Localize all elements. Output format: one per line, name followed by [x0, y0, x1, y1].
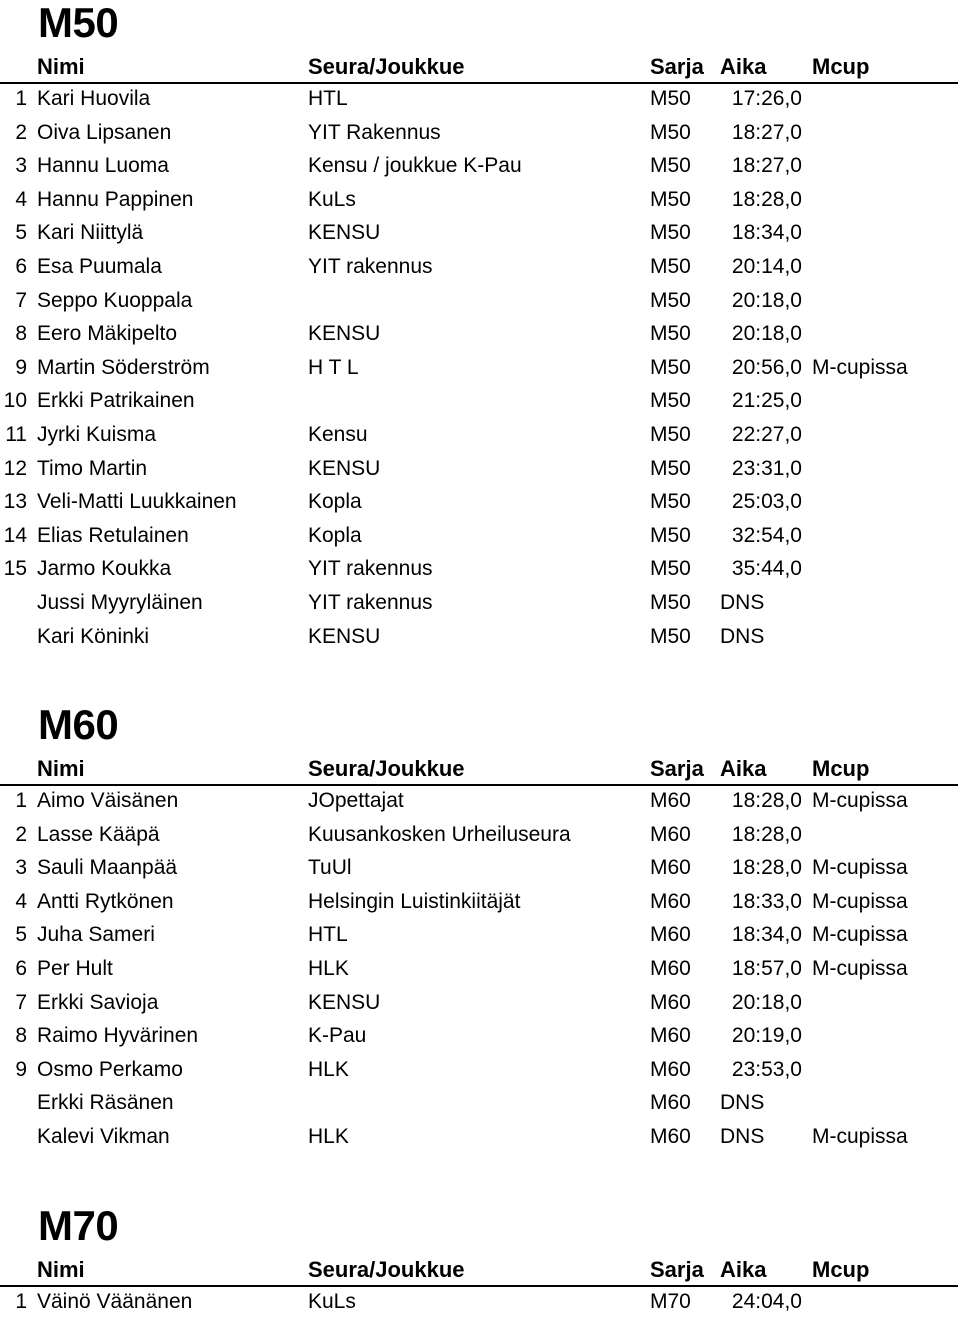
- header-name: Nimi: [37, 1257, 85, 1282]
- time-cell: 18:28,0: [731, 822, 802, 846]
- rank-cell: 6: [15, 957, 27, 980]
- time-cell: 18:34,0: [731, 923, 802, 947]
- name-cell: Kalevi Vikman: [37, 1125, 170, 1148]
- class-cell: M50: [650, 221, 691, 245]
- name-cell: Timo Martin: [37, 456, 148, 480]
- time-cell: DNS: [720, 624, 765, 648]
- class-cell: M60: [650, 789, 691, 812]
- header-club: Seura/Joukkue: [308, 1257, 465, 1282]
- rank-cell: 1: [15, 87, 27, 110]
- class-cell: M50: [650, 624, 691, 648]
- club-cell: KENSU: [308, 221, 381, 245]
- table-row: [0, 386, 958, 420]
- table-row: [0, 319, 958, 353]
- club-cell: TuUl: [308, 856, 352, 880]
- rank-cell: 7: [15, 990, 27, 1014]
- name-cell: Erkki Savioja: [37, 990, 159, 1014]
- rank-cell: 9: [15, 355, 27, 379]
- name-cell: Per Hult: [37, 957, 113, 980]
- table-row: [0, 954, 958, 988]
- class-cell: M50: [650, 389, 691, 413]
- rank-cell: 8: [15, 1024, 27, 1048]
- name-cell: Jarmo Koukka: [37, 557, 172, 581]
- club-cell: K-Pau: [308, 1024, 367, 1048]
- time-cell: 22:27,0: [731, 423, 802, 446]
- name-cell: Erkki Räsänen: [37, 1091, 174, 1115]
- club-cell: Kuusankosken Urheiluseura: [308, 822, 571, 846]
- club-cell: Helsingin Luistinkiitäjät: [308, 889, 521, 913]
- table-row: [0, 185, 958, 219]
- table-row: [0, 1287, 958, 1321]
- header-club: Seura/Joukkue: [308, 54, 465, 79]
- table-row: [0, 454, 958, 488]
- name-cell: Esa Puumala: [37, 255, 162, 278]
- club-cell: Kensu: [308, 423, 368, 446]
- table-row: [0, 420, 958, 454]
- table-header: [0, 754, 958, 786]
- club-cell: KENSU: [308, 322, 381, 346]
- time-cell: 21:25,0: [731, 389, 802, 413]
- club-cell: JOpettajat: [308, 789, 404, 812]
- table-row: [0, 218, 958, 252]
- time-cell: DNS: [720, 591, 765, 614]
- club-cell: KENSU: [308, 990, 381, 1014]
- class-cell: M50: [650, 557, 691, 581]
- table-header: [0, 52, 958, 84]
- name-cell: Erkki Patrikainen: [37, 389, 195, 413]
- name-cell: Eero Mäkipelto: [37, 322, 178, 346]
- club-cell: KENSU: [308, 624, 381, 648]
- name-cell: Kari Huovila: [37, 87, 151, 110]
- name-cell: Juha Sameri: [37, 923, 155, 947]
- section-title: M70: [38, 1202, 119, 1249]
- rank-cell: 15: [3, 557, 27, 581]
- time-cell: 18:27,0: [731, 120, 802, 144]
- header-time: Aika: [720, 756, 767, 781]
- time-cell: 32:54,0: [731, 523, 802, 547]
- class-cell: M60: [650, 889, 691, 913]
- club-cell: YIT Rakennus: [308, 120, 441, 144]
- club-cell: HLK: [308, 1057, 349, 1081]
- rank-cell: [0, 622, 27, 652]
- table-row: [0, 252, 958, 286]
- class-cell: M50: [650, 523, 691, 547]
- rank-cell: 5: [15, 923, 27, 947]
- name-cell: Jyrki Kuisma: [37, 423, 157, 446]
- name-cell: Seppo Kuoppala: [37, 288, 193, 312]
- club-cell: HTL: [308, 87, 348, 110]
- club-cell: KuLs: [308, 1290, 356, 1313]
- header-time: Aika: [720, 54, 767, 79]
- table-row: [0, 588, 958, 622]
- club-cell: YIT rakennus: [308, 557, 433, 581]
- table-header: [0, 1255, 958, 1287]
- name-cell: Raimo Hyvärinen: [37, 1024, 199, 1048]
- table-row: [0, 84, 958, 118]
- time-cell: 18:27,0: [731, 154, 802, 178]
- time-cell: 23:53,0: [731, 1057, 802, 1081]
- club-cell: HTL: [308, 923, 348, 947]
- rank-cell: [0, 1122, 27, 1152]
- table-row: [0, 988, 958, 1022]
- header-mcup: Mcup: [812, 1257, 870, 1282]
- table-row: [0, 853, 958, 887]
- rank-cell: 1: [15, 1290, 27, 1313]
- rank-cell: 1: [15, 789, 27, 812]
- table-row: [0, 1021, 958, 1055]
- name-cell: Kari Köninki: [37, 624, 150, 648]
- club-cell: KuLs: [308, 187, 356, 211]
- rank-cell: 7: [15, 288, 27, 312]
- table-row: [0, 622, 958, 656]
- rank-cell: 3: [15, 154, 27, 178]
- section-title: M60: [38, 701, 119, 748]
- table-row: [0, 1055, 958, 1089]
- rank-cell: 9: [15, 1057, 27, 1081]
- section-title: M50: [38, 0, 119, 46]
- time-cell: 20:18,0: [731, 322, 802, 346]
- name-cell: Hannu Pappinen: [37, 187, 194, 211]
- table-row: [0, 920, 958, 954]
- class-cell: M60: [650, 1024, 691, 1048]
- header-name: Nimi: [37, 756, 85, 781]
- mcup-cell: M-cupissa: [812, 889, 908, 913]
- header-club: Seura/Joukkue: [308, 756, 465, 781]
- rank-cell: 2: [15, 120, 27, 144]
- time-cell: 20:14,0: [731, 255, 802, 278]
- class-cell: M60: [650, 822, 691, 846]
- time-cell: 18:28,0: [731, 856, 802, 880]
- name-cell: Väinö Väänänen: [37, 1290, 193, 1313]
- time-cell: 35:44,0: [731, 557, 802, 581]
- class-cell: M50: [650, 120, 691, 144]
- class-cell: M50: [650, 591, 691, 614]
- name-cell: Veli-Matti Luukkainen: [37, 490, 237, 514]
- time-cell: 24:04,0: [731, 1290, 802, 1313]
- class-cell: M50: [650, 423, 691, 446]
- class-cell: M50: [650, 355, 691, 379]
- rank-cell: 6: [15, 255, 27, 278]
- rank-cell: 5: [15, 221, 27, 245]
- name-cell: Kari Niittylä: [37, 221, 144, 245]
- class-cell: M60: [650, 856, 691, 880]
- rank-cell: [0, 588, 27, 618]
- class-cell: M50: [650, 288, 691, 312]
- rank-cell: [0, 1088, 27, 1118]
- table-row: [0, 820, 958, 854]
- table-row: [0, 118, 958, 152]
- rank-cell: 8: [15, 322, 27, 346]
- mcup-cell: M-cupissa: [812, 957, 908, 980]
- rank-cell: 11: [5, 423, 27, 446]
- rank-cell: 4: [15, 187, 27, 211]
- name-cell: Osmo Perkamo: [37, 1057, 183, 1081]
- club-cell: YIT rakennus: [308, 255, 433, 278]
- time-cell: 18:28,0: [731, 789, 802, 812]
- class-cell: M50: [650, 255, 691, 278]
- table-row: [0, 786, 958, 820]
- mcup-cell: M-cupissa: [812, 923, 908, 947]
- name-cell: Antti Rytkönen: [37, 889, 174, 913]
- mcup-cell: M-cupissa: [812, 355, 908, 379]
- time-cell: 20:18,0: [731, 990, 802, 1014]
- table-row: [0, 151, 958, 185]
- rank-cell: 10: [3, 389, 27, 413]
- class-cell: M50: [650, 154, 691, 178]
- table-row: [0, 286, 958, 320]
- mcup-cell: M-cupissa: [812, 856, 908, 880]
- table-row: [0, 554, 958, 588]
- club-cell: Kensu / joukkue K-Pau: [308, 154, 522, 178]
- club-cell: HLK: [308, 1125, 349, 1148]
- table-row: [0, 487, 958, 521]
- table-row: [0, 1122, 958, 1156]
- rank-cell: 4: [15, 889, 27, 913]
- class-cell: M60: [650, 1091, 691, 1115]
- time-cell: 20:19,0: [731, 1024, 802, 1048]
- class-cell: M50: [650, 322, 691, 346]
- time-cell: 23:31,0: [731, 456, 802, 480]
- rank-cell: 2: [15, 822, 27, 846]
- time-cell: 20:18,0: [731, 288, 802, 312]
- table-row: [0, 353, 958, 387]
- time-cell: 20:56,0: [731, 355, 802, 379]
- club-cell: H T L: [308, 355, 359, 379]
- class-cell: M60: [650, 990, 691, 1014]
- class-cell: M60: [650, 1057, 691, 1081]
- class-cell: M50: [650, 87, 691, 110]
- club-cell: HLK: [308, 957, 349, 980]
- rank-cell: 14: [3, 523, 27, 547]
- club-cell: YIT rakennus: [308, 591, 433, 614]
- name-cell: Jussi Myyryläinen: [37, 591, 203, 614]
- time-cell: 18:34,0: [731, 221, 802, 245]
- header-name: Nimi: [37, 54, 85, 79]
- header-mcup: Mcup: [812, 756, 870, 781]
- header-mcup: Mcup: [812, 54, 870, 79]
- header-class: Sarja: [650, 756, 704, 781]
- time-cell: 18:57,0: [731, 957, 802, 980]
- header-class: Sarja: [650, 1257, 704, 1282]
- time-cell: 18:33,0: [731, 889, 802, 913]
- class-cell: M50: [650, 187, 691, 211]
- name-cell: Oiva Lipsanen: [37, 120, 172, 144]
- time-cell: DNS: [720, 1091, 765, 1115]
- table-row: [0, 521, 958, 555]
- mcup-cell: M-cupissa: [812, 789, 908, 812]
- class-cell: M50: [650, 456, 691, 480]
- club-cell: KENSU: [308, 456, 381, 480]
- class-cell: M60: [650, 923, 691, 947]
- name-cell: Aimo Väisänen: [37, 789, 179, 812]
- club-cell: Kopla: [308, 523, 362, 547]
- rank-cell: 13: [3, 490, 27, 514]
- class-cell: M60: [650, 1125, 691, 1148]
- table-row: [0, 887, 958, 921]
- time-cell: 25:03,0: [731, 490, 802, 514]
- header-class: Sarja: [650, 54, 704, 79]
- class-cell: M60: [650, 957, 691, 980]
- time-cell: 18:28,0: [731, 187, 802, 211]
- time-cell: DNS: [720, 1125, 765, 1148]
- club-cell: Kopla: [308, 490, 362, 514]
- table-row: [0, 1088, 958, 1122]
- name-cell: Hannu Luoma: [37, 154, 169, 178]
- name-cell: Lasse Kääpä: [37, 822, 160, 846]
- name-cell: Elias Retulainen: [37, 523, 189, 547]
- class-cell: M50: [650, 490, 691, 514]
- name-cell: Martin Söderström: [37, 355, 210, 379]
- name-cell: Sauli Maanpää: [37, 856, 178, 880]
- header-time: Aika: [720, 1257, 767, 1282]
- mcup-cell: M-cupissa: [812, 1125, 908, 1148]
- time-cell: 17:26,0: [731, 87, 802, 110]
- rank-cell: 12: [3, 456, 27, 480]
- rank-cell: 3: [15, 856, 27, 880]
- class-cell: M70: [650, 1290, 691, 1313]
